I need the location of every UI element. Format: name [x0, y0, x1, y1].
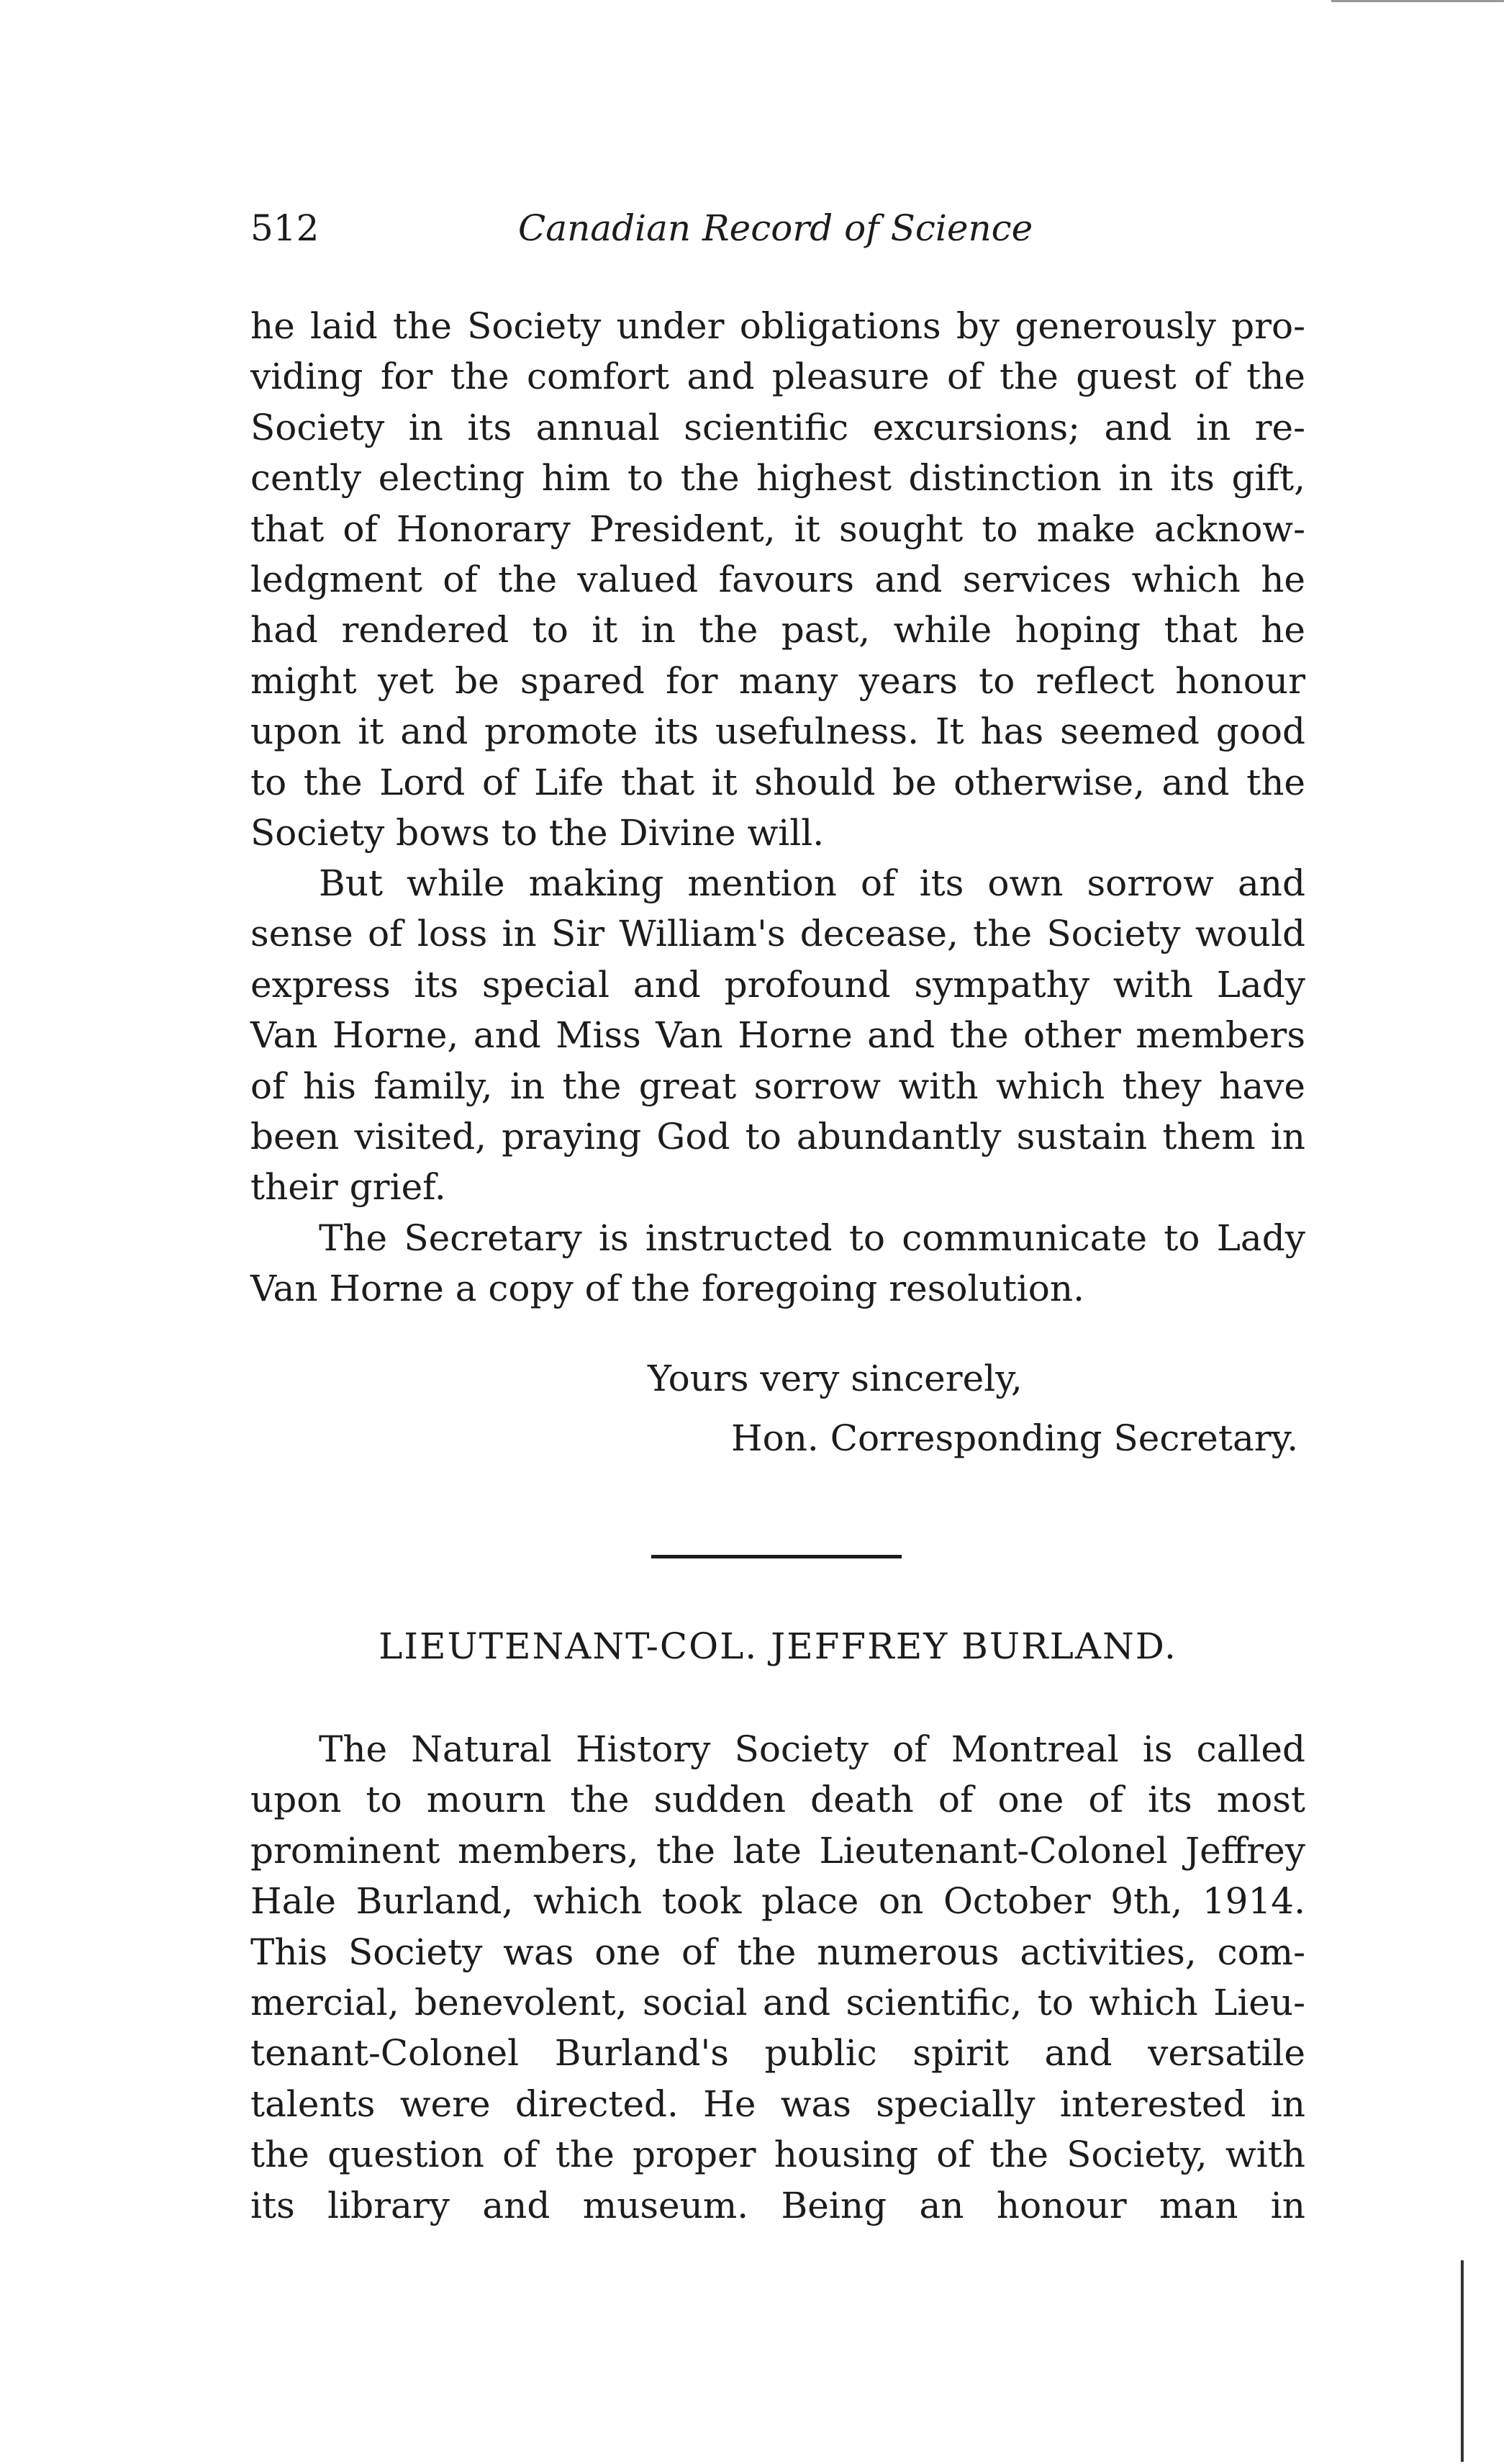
- resolution-paragraph-3: [250, 1213, 1305, 1314]
- running-title: Canadian Record of Science: [518, 207, 1033, 249]
- text-line: This Society was one of the numerous activities, com-: [250, 1931, 1305, 1973]
- text-line: Society in its annual scientific excursions; and in re-: [250, 406, 1305, 448]
- text-line: express its special and profound sympathy with Lady: [250, 963, 1305, 1006]
- text-line: might yet be spared for many years to reflect honour: [250, 659, 1305, 702]
- text-line: been visited, praying God to abundantly sustain them in: [250, 1115, 1305, 1157]
- text-line: cently electing him to the highest distinction in its gift,: [250, 457, 1305, 500]
- scan-edge-mark: [1331, 0, 1504, 2]
- text-line: their grief.: [250, 1166, 446, 1209]
- signature: Hon. Corresponding Secretary.: [731, 1417, 1299, 1459]
- text-line: sense of loss in Sir William's decease, the Society would: [250, 913, 1305, 955]
- text-line: its library and museum. Being an honour man in: [250, 2184, 1305, 2226]
- text-line: The Secretary is instructed to communicate to Lady: [319, 1217, 1305, 1259]
- valediction: Yours very sincerely,: [648, 1358, 1023, 1399]
- text-line: prominent members, the late Lieutenant-Colonel Jeffrey: [250, 1829, 1305, 1872]
- text-line: Society bows to the Divine will.: [250, 811, 825, 854]
- resolution-paragraph-2: [250, 858, 1305, 1213]
- text-line: he laid the Society under obligations by generously pro-: [250, 305, 1305, 347]
- text-line: of his family, in the great sorrow with which they have: [250, 1065, 1305, 1107]
- text-line: the question of the proper housing of the Society, with: [250, 2134, 1305, 2176]
- obituary-title: LIEUTENANT-COL. JEFFREY BURLAND.: [379, 1625, 1177, 1667]
- text-line: to the Lord of Life that it should be otherwise, and the: [250, 761, 1305, 803]
- text-line: upon to mourn the sudden death of one of its most: [250, 1779, 1305, 1821]
- text-line: tenant-Colonel Burland's public spirit and versatile: [250, 2032, 1305, 2075]
- section-divider: [651, 1555, 902, 1558]
- text-line: ledgment of the valued favours and services which he: [250, 558, 1305, 600]
- text-line: mercial, benevolent, social and scientific, to which Lieu-: [250, 1981, 1305, 2023]
- obituary-paragraph: [250, 1724, 1305, 2231]
- text-line: Hale Burland, which took place on October 9th, 1914.: [250, 1880, 1305, 1923]
- text-line: Van Horne a copy of the foregoing resolution.: [250, 1268, 1084, 1310]
- scan-edge-mark: [1461, 2260, 1464, 2462]
- text-line: upon it and promote its usefulness. It has seemed good: [250, 710, 1305, 753]
- text-line: Van Horne, and Miss Van Horne and the other members: [250, 1014, 1305, 1057]
- text-line: had rendered to it in the past, while hoping that he: [250, 609, 1305, 651]
- text-line: But while making mention of its own sorrow and: [319, 862, 1305, 904]
- resolution-paragraph-1: [250, 301, 1305, 858]
- page-number: 512: [250, 207, 320, 249]
- text-line: talents were directed. He was specially interested in: [250, 2082, 1305, 2125]
- text-line: viding for the comfort and pleasure of the guest of the: [250, 356, 1305, 398]
- text-line: that of Honorary President, it sought to make acknow-: [250, 507, 1305, 550]
- page-header: [250, 207, 1301, 258]
- text-line: The Natural History Society of Montreal is called: [319, 1728, 1305, 1770]
